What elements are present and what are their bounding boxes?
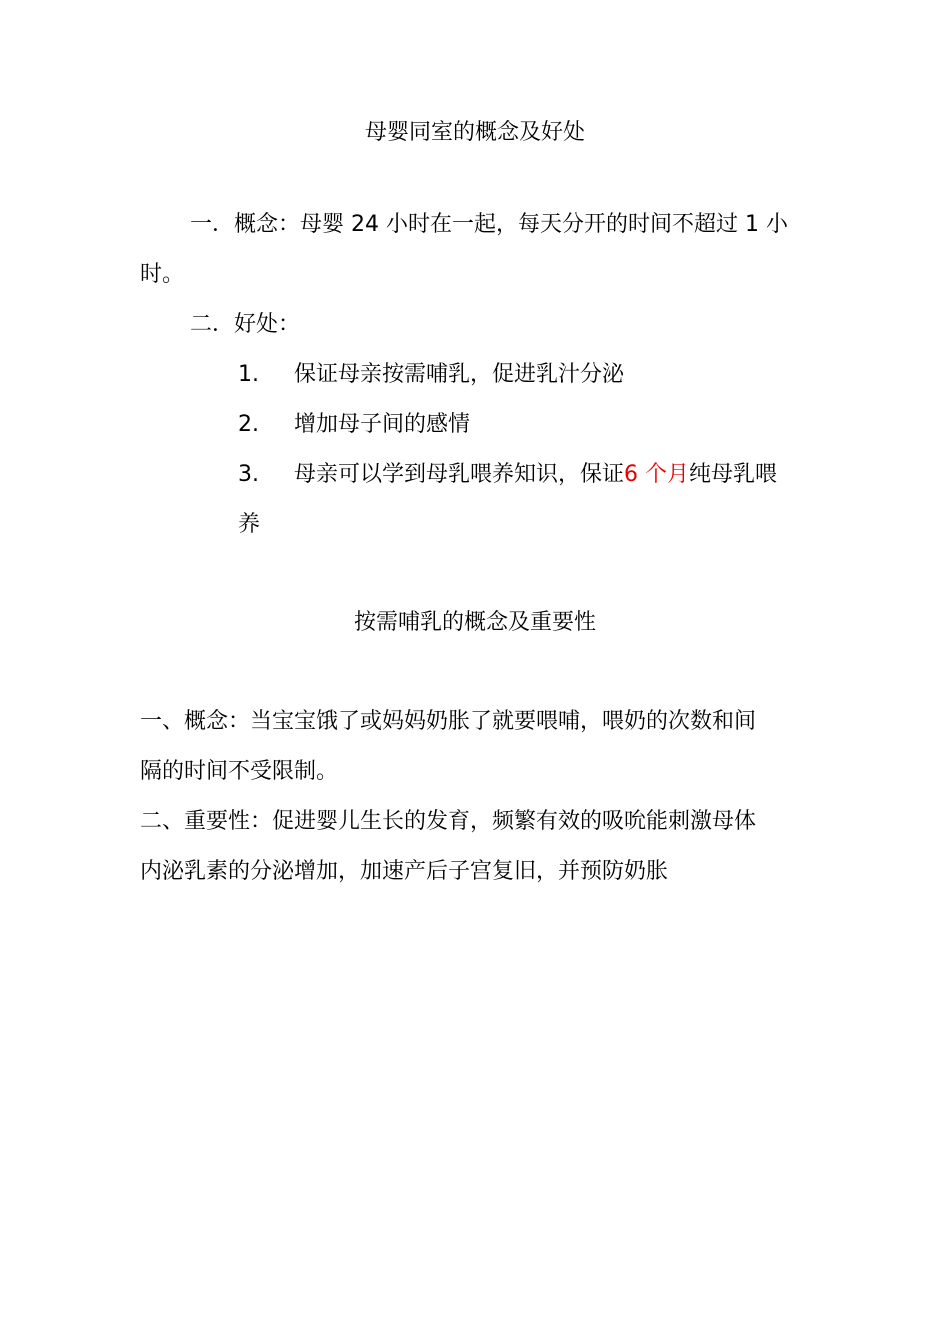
benefit-item-3-text-before: 母亲可以学到母乳喂养知识，保证	[294, 462, 625, 487]
benefit-item-1	[238, 360, 624, 390]
section1-benefits-heading: 二．好处：	[190, 312, 301, 337]
benefit-item-2-number: 2.	[238, 412, 259, 437]
benefit-item-3-wrap: 养	[238, 512, 261, 537]
section2-concept-line2: 隔的时间不受限制。	[140, 759, 339, 784]
section1-concept-line1: 一．概念：母婴 24 小时在一起，每天分开的时间不超过 1 小	[190, 212, 788, 237]
benefit-item-1-text: 保证母亲按需哺乳，促进乳汁分泌	[294, 362, 625, 387]
benefit-item-3-text-after: 纯母乳喂	[689, 462, 778, 487]
section1-title: 母婴同室的概念及好处	[364, 120, 585, 145]
benefit-item-3	[238, 460, 777, 490]
benefit-item-3-number: 3.	[238, 462, 259, 487]
benefit-item-2	[238, 410, 470, 440]
section2-importance-line2: 内泌乳素的分泌增加，加速产后子宫复旧，并预防奶胀	[140, 859, 669, 884]
benefit-item-2-text: 增加母子间的感情	[294, 412, 471, 437]
benefit-item-3-highlight: 6 个月	[624, 462, 690, 487]
section2-concept-line1: 一、概念：当宝宝饿了或妈妈奶胀了就要喂哺，喂奶的次数和间	[140, 709, 757, 734]
section1-concept-line2: 时。	[140, 262, 185, 287]
section2-title: 按需哺乳的概念及重要性	[353, 610, 596, 635]
section2-importance-line1: 二、重要性：促进婴儿生长的发育，频繁有效的吸吮能刺激母体	[140, 809, 757, 834]
benefit-item-1-number: 1.	[238, 362, 259, 387]
